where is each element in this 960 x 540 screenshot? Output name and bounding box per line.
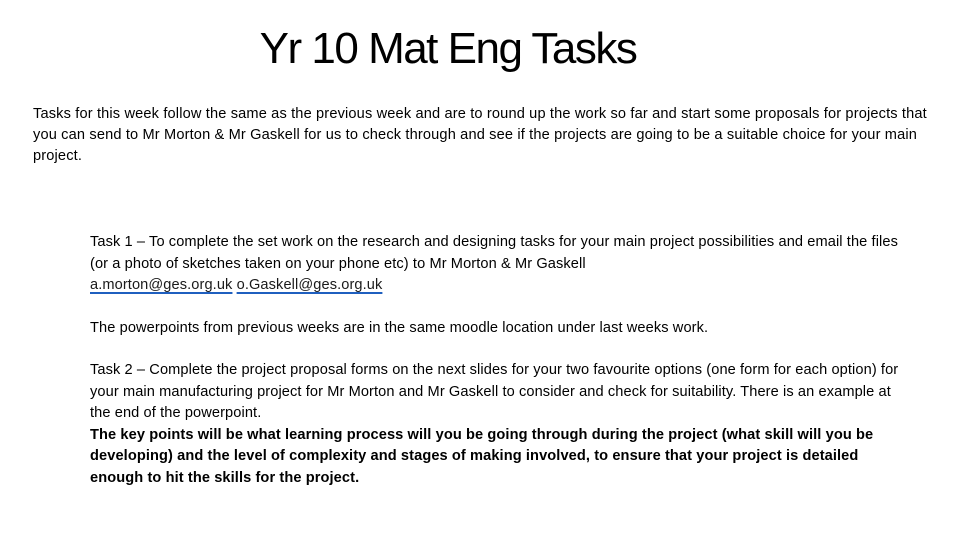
intro-paragraph: Tasks for this week follow the same as the previous week and are to round up the work so far and start some proposals for projects that you can send to Mr Morton & Mr Gaskell for us to check through and see if the projects are going to be a suitable choice for your main project. <box>33 106 927 164</box>
key-points-paragraph: The key points will be what learning process will you be going through during the project (what skill will you be developing) and the level of complexity and stages of making involved, to ensure that your project is detailed enough to hit the skills for the project. <box>90 426 874 486</box>
task-2-label: Task 2 <box>90 362 133 378</box>
email-link-morton[interactable]: a.morton@ges.org.uk <box>90 277 233 293</box>
powerpoints-note: The powerpoints from previous weeks are in the same moodle location under last weeks work. <box>90 319 709 336</box>
task-2-paragraph <box>90 360 910 425</box>
task-list <box>90 232 910 489</box>
task-1-label: Task 1 <box>90 234 133 250</box>
task-2-text: – Complete the project proposal forms on the next slides for your two favourite options (one form for each option) for your main manufacturing project for Mr Morton and Mr Gaskell to consider and check for suitability. There is an example at the end of the powerpoint. <box>90 362 899 421</box>
task-1-paragraph <box>90 232 910 297</box>
email-link-gaskell[interactable]: o.Gaskell@ges.org.uk <box>236 277 383 293</box>
slide-title: Yr 10 Mat Eng Tasks <box>259 24 637 73</box>
task-1-text: – To complete the set work on the research and designing tasks for your main project possibilities and email the files (or a photo of sketches taken on your phone etc) to Mr Morton & Mr Gaskell <box>90 234 899 272</box>
